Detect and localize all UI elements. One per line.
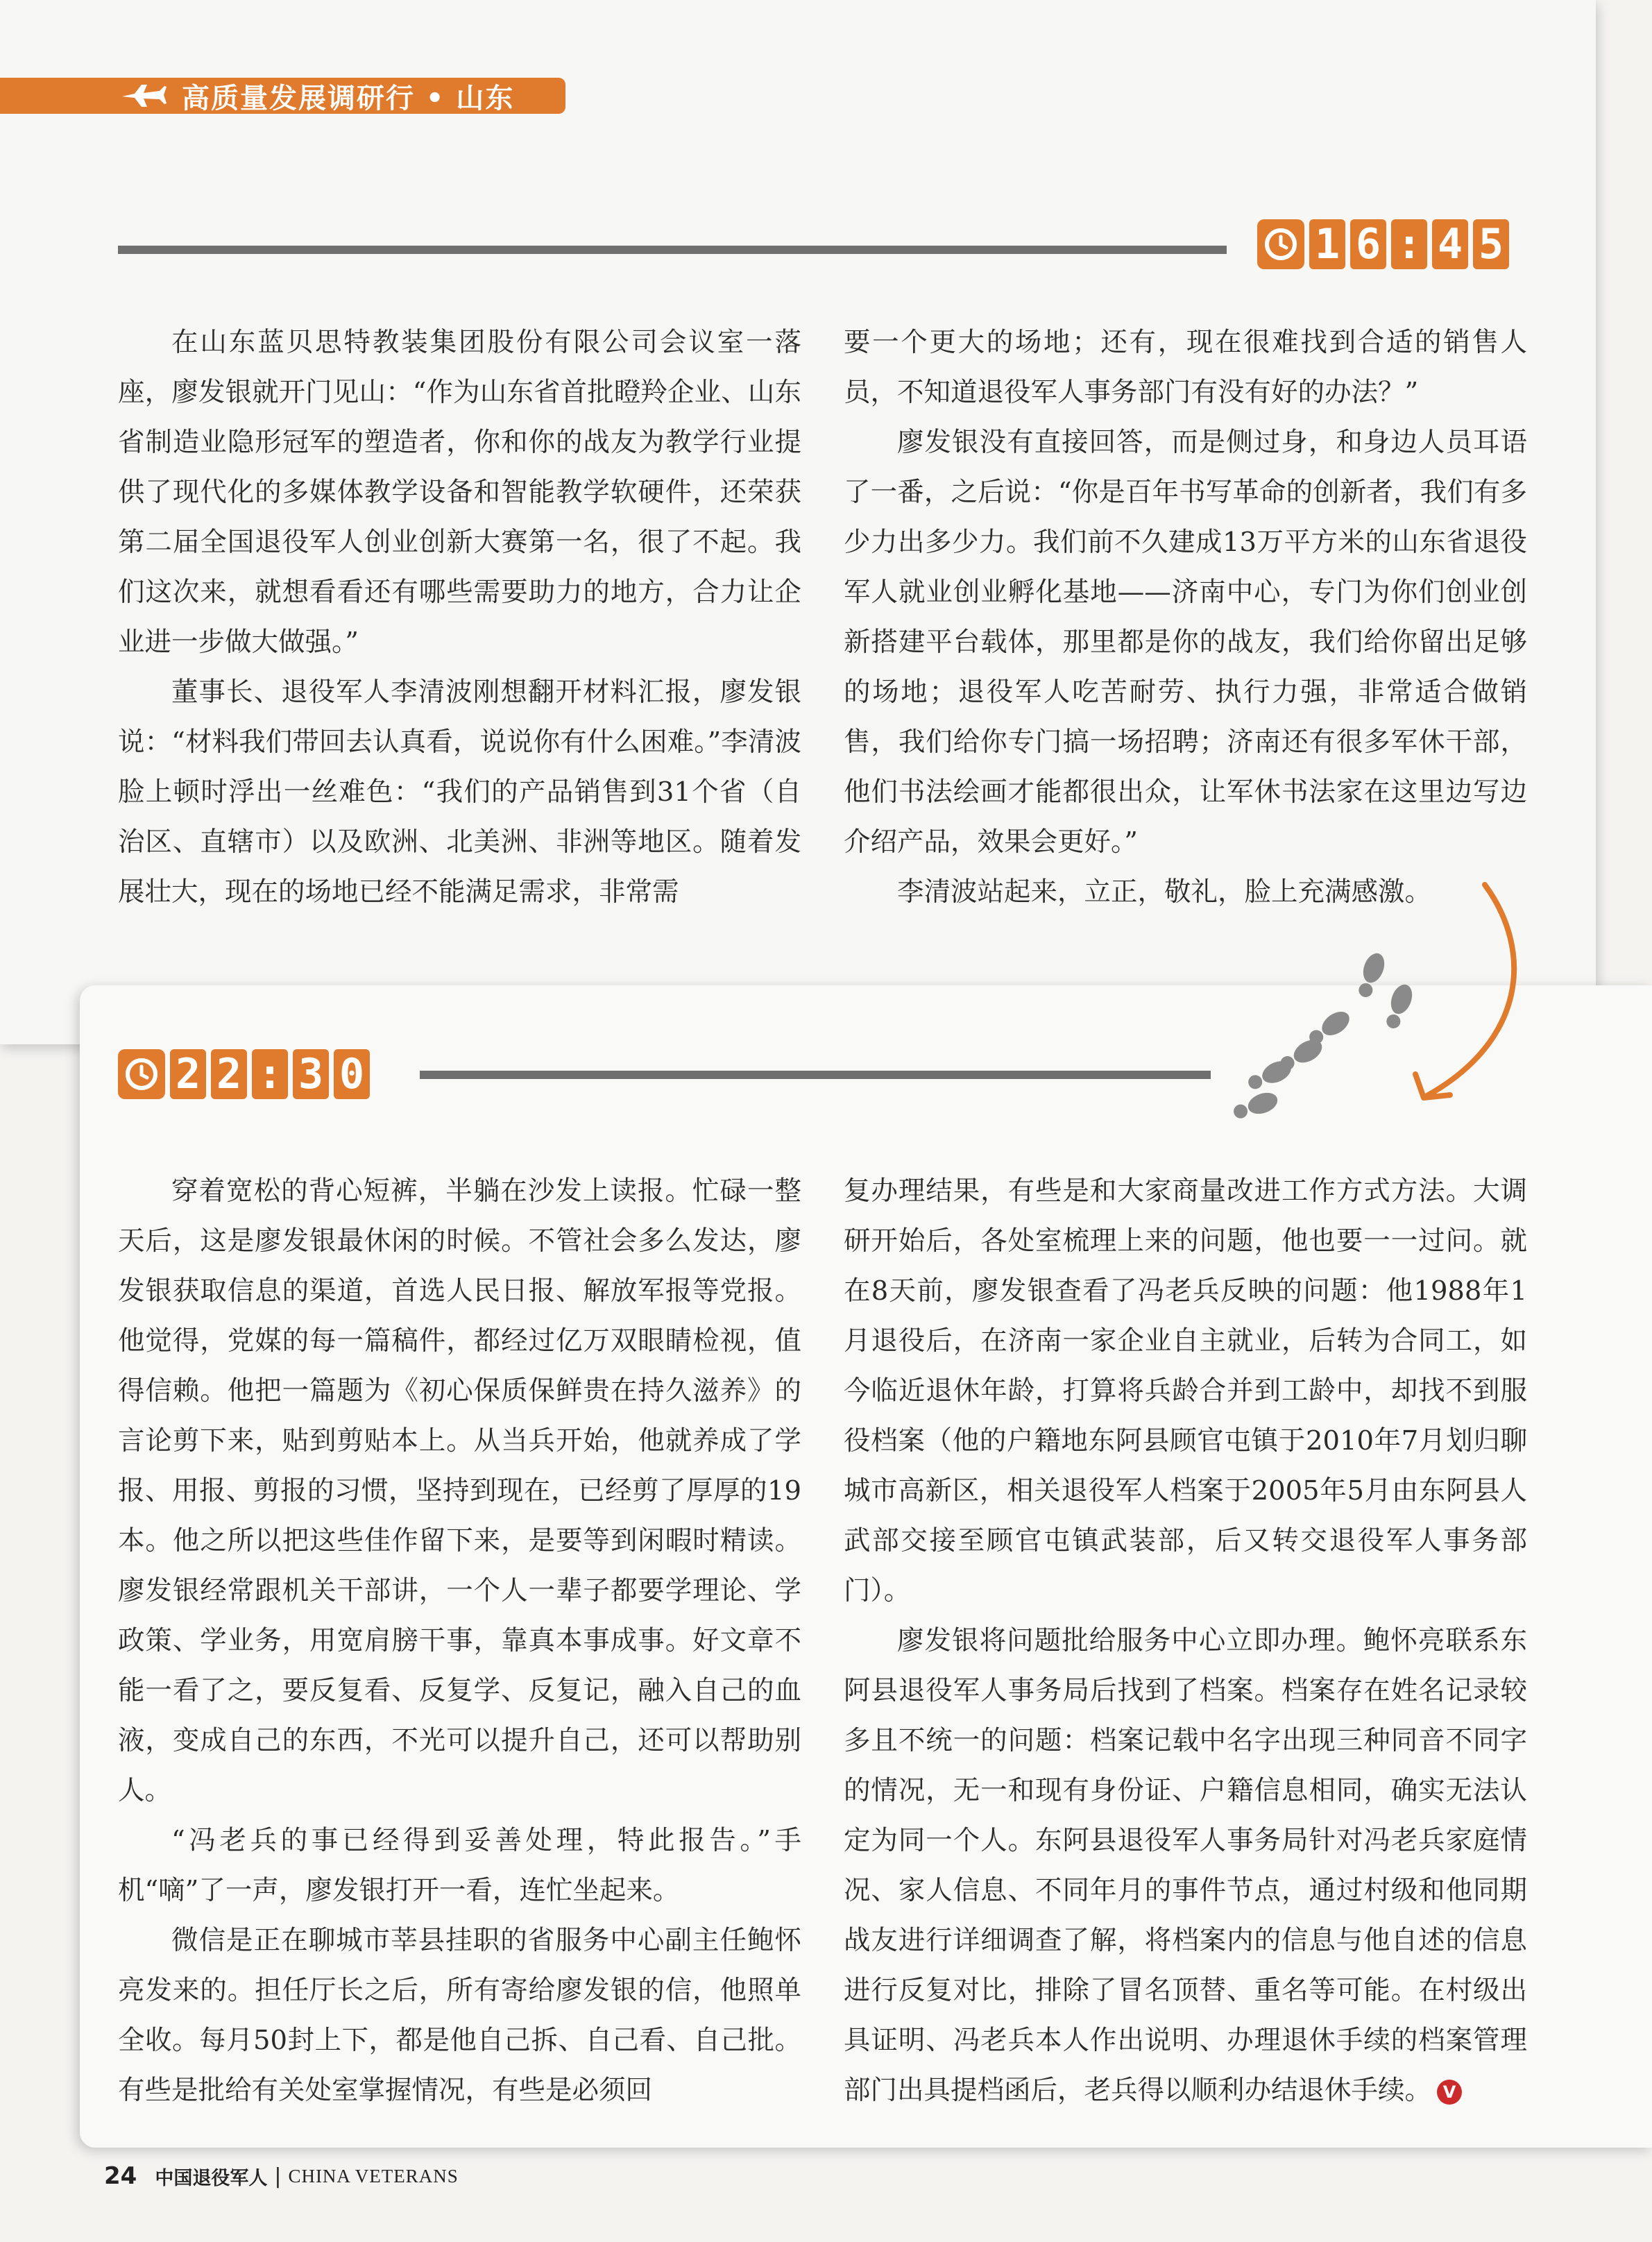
paragraph: 董事长、退役军人李清波刚想翻开材料汇报，廖发银说：“材料我们带回去认真看，说说你有什么困难。”李清波脸上顿时浮出一丝难色：“我们的产品销售到31个省（自治区、直辖市）以及欧洲、北美洲、非洲等地区。随着发展壮大，现在的场地已经不能满足需求，非常需	[118, 677, 801, 908]
page-number: 24	[104, 2162, 137, 2190]
section2-divider	[420, 1071, 1211, 1079]
section-title: 高质量发展调研行 • 山东	[182, 82, 515, 114]
time-digit: 4	[1432, 219, 1468, 269]
section1-divider	[118, 246, 1227, 254]
paragraph: 穿着宽松的背心短裤，半躺在沙发上读报。忙碌一整天后，这是廖发银最休闲的时候。不管社会多么发达，廖发银获取信息的渠道，首选人民日报、解放军报等党报。他觉得，党媒的每一篇稿件，都经过亿万双眼睛检视，值得信赖。他把一篇题为《初心保质保鲜贵在持久滋养》的言论剪下来，贴到剪贴本上。从当兵开始，他就养成了学报、用报、剪报的习惯，坚持到现在，已经剪了厚厚的19本。他之所以把这些佳作留下来，是要等到闲暇时精读。廖发银经常跟机关干部讲，一个人一辈子都要学理论、学政策、学业务，用宽肩膀干事，靠真本事成事。好文章不能一看了之，要反复看、反复学、反复记，融入自己的血液，变成自己的东西，不光可以提升自己，还可以帮助别人。	[118, 1175, 801, 1806]
time-digit: 2	[170, 1049, 206, 1099]
end-mark-icon: V	[1437, 2080, 1462, 2105]
time-digit: 0	[334, 1049, 370, 1099]
section2-right-column	[844, 1166, 1527, 2116]
magazine-name-cn: 中国退役军人	[155, 2167, 268, 2189]
time-digit: 5	[1473, 219, 1509, 269]
paragraph: 在山东蓝贝思特教装集团股份有限公司会议室一落座，廖发银就开门见山：“作为山东省首批瞪羚企业、山东省制造业隐形冠军的塑造者，你和你的战友为教学行业提供了现代化的多媒体教学设备和智能教学软硬件，还荣获第二届全国退役军人创业创新大赛第一名，很了不起。我们这次来，就想看看还有哪些需要助力的地方，合力让企业进一步做大做强。”	[118, 327, 801, 658]
paragraph: 廖发银没有直接回答，而是侧过身，和身边人员耳语了一番，之后说：“你是百年书写革命的创新者，我们有多少力出多少力。我们前不久建成13万平方米的山东省退役军人就业创业孵化基地——济南中心，专门为你们创业创新搭建平台载体，那里都是你的战友，我们给你留出足够的场地；退役军人吃苦耐劳、执行力强，非常适合做销售，我们给你专门搞一场招聘；济南还有很多军休干部，他们书法绘画才能都很出众，让军休书法家在这里边写边介绍产品，效果会更好。”	[844, 427, 1527, 858]
section2-left-column	[118, 1166, 801, 2116]
time-colon: :	[252, 1049, 288, 1099]
time-badge-2230	[118, 1049, 370, 1099]
paragraph-text: 廖发银将问题批给服务中心立即办理。鲍怀亮联系东阿县退役军人事务局后找到了档案。档案存在姓名记录较多且不统一的问题：档案记载中名字出现三种同音不同字的情况，无一和现有身份证、户籍信息相同，确实无法认定为同一个人。东阿县退役军人事务局针对冯老兵家庭情况、家人信息、不同年月的事件节点，通过村级和他同期战友进行详细调查了解，将档案内的信息与他自述的信息进行反复对比，排除了冒名顶替、重名等可能。在村级出具证明、冯老兵本人作出说明、办理退休手续的档案管理部门出具提档函后，老兵得以顺利办结退休手续。	[844, 1625, 1527, 2106]
paragraph: 要一个更大的场地；还有，现在很难找到合适的销售人员，不知道退役军人事务部门有没有好的办法？”	[844, 327, 1527, 408]
time-digit: 3	[293, 1049, 329, 1099]
section-header-band	[0, 78, 565, 114]
footer-separator: |	[274, 2164, 282, 2189]
section1-left-column	[118, 318, 801, 917]
section1-right-column	[844, 318, 1527, 917]
clock-icon	[118, 1049, 165, 1099]
footprints-icon	[1228, 947, 1429, 1148]
magazine-name-en: CHINA VETERANS	[288, 2165, 459, 2186]
paragraph	[844, 1616, 1527, 2116]
paragraph: 微信是正在聊城市莘县挂职的省服务中心副主任鲍怀亮发来的。担任厅长之后，所有寄给廖发银的信，他照单全收。每月50封上下，都是他自己拆、自己看、自己批。有些是批给有关处室掌握情况，有些是必须回	[118, 1925, 801, 2106]
plane-icon	[119, 82, 168, 110]
time-badge-1645	[1257, 219, 1509, 269]
paragraph: “冯老兵的事已经得到妥善处理，特此报告。”手机“嘀”了一声，廖发银打开一看，连忙坐起来。	[118, 1825, 801, 1906]
time-digit: 2	[211, 1049, 247, 1099]
time-digit: 6	[1350, 219, 1386, 269]
paragraph: 复办理结果，有些是和大家商量改进工作方式方法。大调研开始后，各处室梳理上来的问题，他也要一一过问。就在8天前，廖发银查看了冯老兵反映的问题：他1988年1月退役后，在济南一家企业自主就业，后转为合同工，如今临近退休年龄，打算将兵龄合并到工龄中，却找不到服役档案（他的户籍地东阿县顾官屯镇于2010年7月划归聊城市高新区，相关退役军人档案于2005年5月由东阿县人武部交接至顾官屯镇武装部，后又转交退役军人事务部门）。	[844, 1175, 1527, 1606]
clock-icon	[1257, 219, 1304, 269]
time-digit: 1	[1309, 219, 1345, 269]
page-footer	[104, 2162, 459, 2190]
time-colon: :	[1391, 219, 1427, 269]
paragraph: 李清波站起来，立正，敬礼，脸上充满感激。	[897, 876, 1432, 908]
